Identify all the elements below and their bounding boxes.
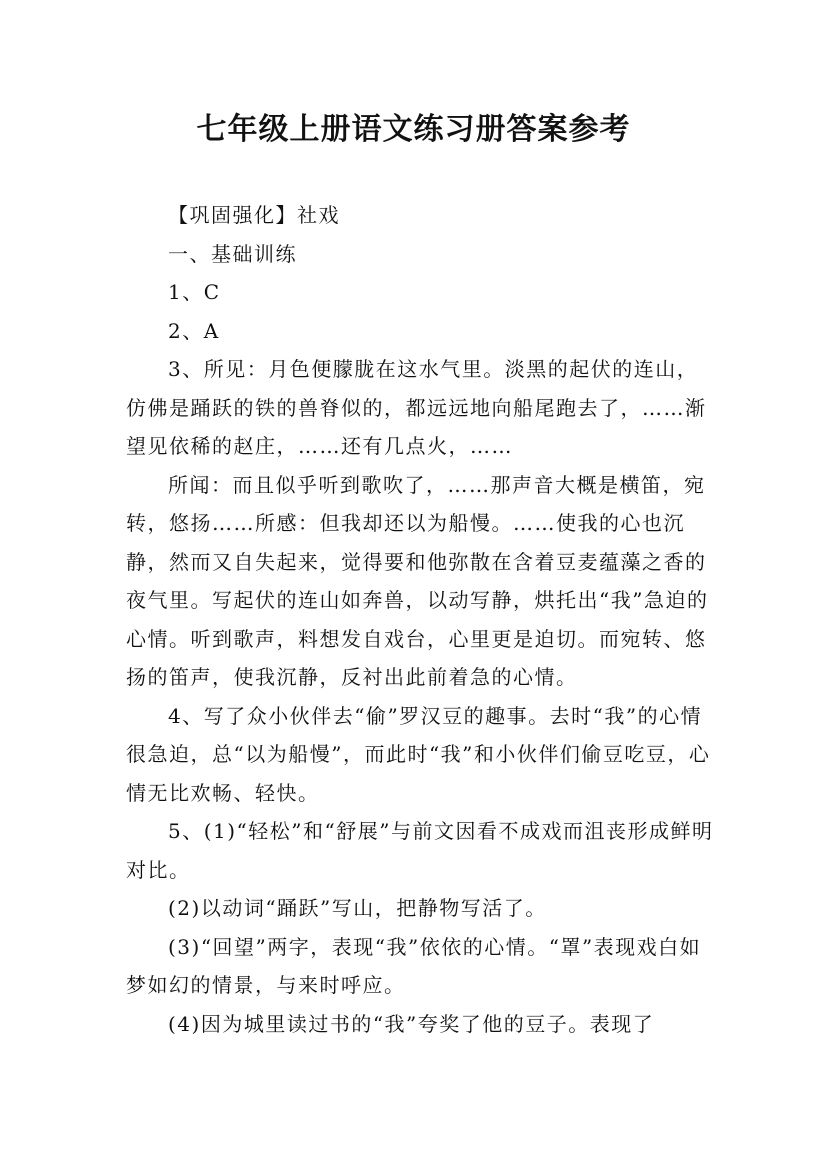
document-body	[126, 196, 716, 1043]
paragraph-answer-3: 3、所见：月色便朦胧在这水气里。淡黑的起伏的连山，仿佛是踊跃的铁的兽脊似的，都远远地向船尾跑去了，……渐望见依稀的赵庄，……还有几点火，……	[126, 357, 707, 458]
document-title: 七年级上册语文练习册答案参考	[196, 112, 631, 147]
paragraph-basic-training: 一、基础训练	[168, 241, 297, 266]
paragraph-answer-1: 1、C	[168, 280, 221, 304]
paragraph-answer-5-2: (2)以动词“踊跃”写山，把静物写活了。	[168, 896, 547, 920]
paragraph-answer-5-1: 5、(1)“轻松”和“舒展”与前文因看不成戏而沮丧形成鲜明对比。	[126, 819, 714, 882]
paragraph-answer-3-heard: 所闻：而且似乎听到歌吹了，……那声音大概是横笛，宛转，悠扬……所感：但我却还以为船慢。……使我的心也沉静，然而又自失起来，觉得要和他弥散在含着豆麦蕴藻之香的夜气里。写起伏的连山如奔兽，以动写静，烘托出“我”急迫的心情。听到歌声，料想发自戏台，心里更是迫切。而宛转、悠扬的笛声，使我沉静，反衬出此前着急的心情。	[126, 472, 709, 689]
paragraph-section-heading: 【巩固强化】社戏	[168, 203, 340, 227]
paragraph-answer-4: 4、写了众小伙伴去“偷”罗汉豆的趣事。去时“我”的心情很急迫，总“以为船慢”，而此时“我”和小伙伴们偷豆吃豆，心情无比欢畅、轻快。	[126, 703, 711, 805]
paragraph-answer-5-3: (3)“回望”两字，表现“我”依依的心情。“罩”表现戏白如梦如幻的情景，与来时呼应。	[126, 934, 702, 997]
paragraph-answer-2: 2、A	[168, 318, 220, 343]
paragraph-answer-5-4: (4)因为城里读过书的“我”夸奖了他的豆子。表现了	[168, 1011, 655, 1036]
